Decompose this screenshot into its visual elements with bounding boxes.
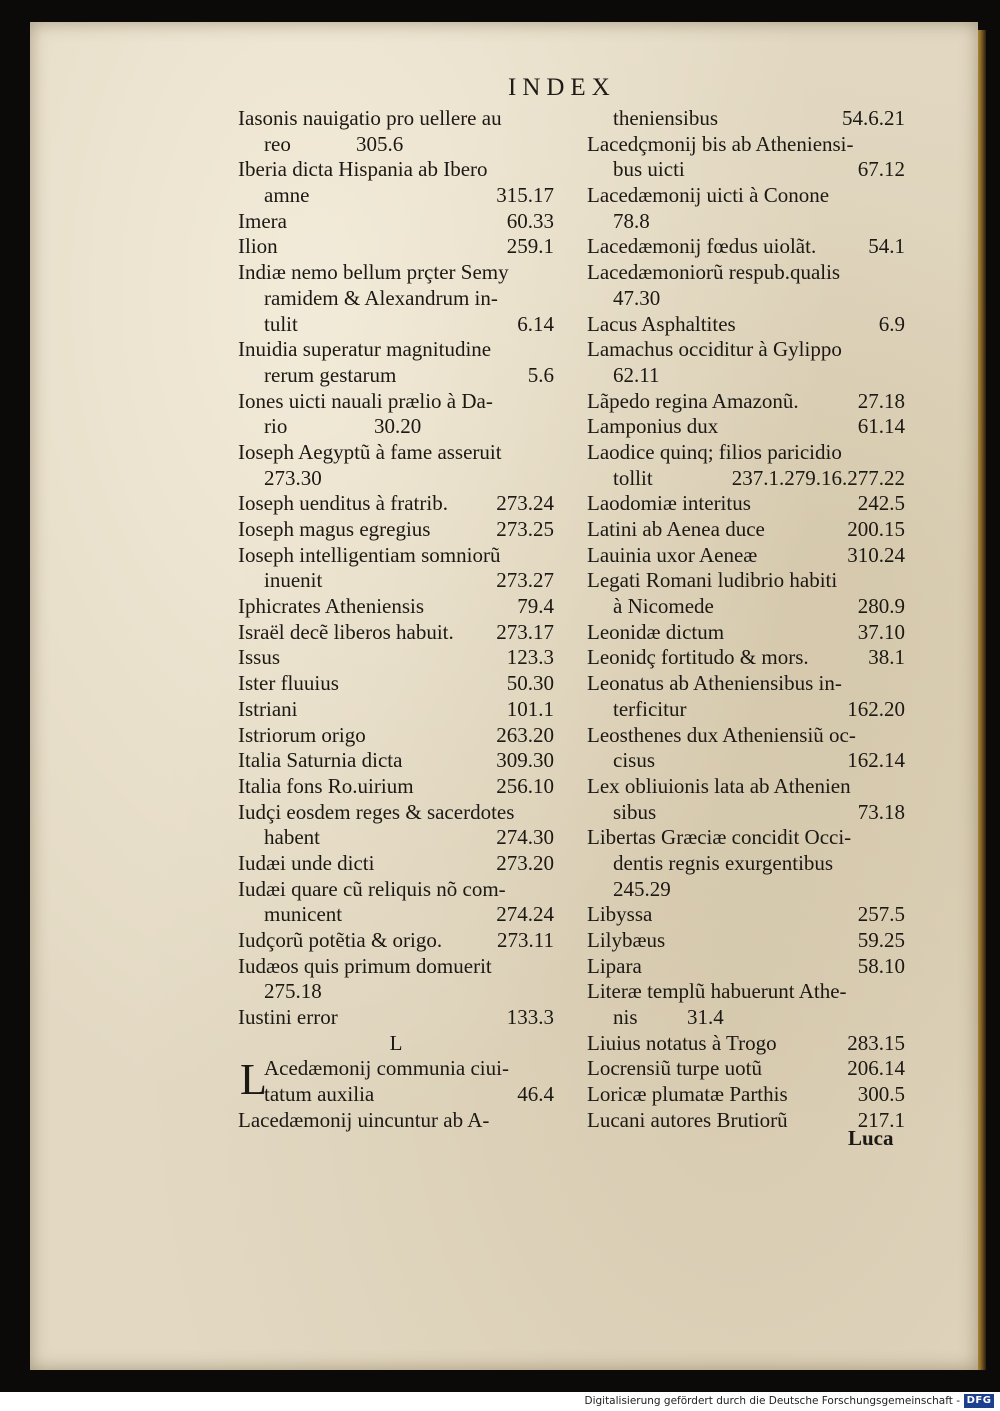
index-entry xyxy=(238,312,554,338)
entry-text: Locrensiũ turpe uotũ xyxy=(587,1056,762,1081)
index-entry xyxy=(238,979,554,1005)
index-entry xyxy=(587,337,905,363)
page-reference: 79.4 xyxy=(517,594,554,619)
index-entry xyxy=(587,568,905,594)
index-entry xyxy=(587,902,905,928)
index-entry xyxy=(238,697,554,723)
entry-text: rio xyxy=(264,414,288,439)
page-reference: 54.1 xyxy=(868,234,905,259)
index-entry xyxy=(587,260,905,286)
entry-text: cisus xyxy=(613,748,655,773)
index-entry xyxy=(587,671,905,697)
entry-text: Istriorum origo xyxy=(238,722,366,747)
entry-text: Lamachus occiditur à Gylippo xyxy=(587,337,842,362)
entry-text: Lauinia uxor Aeneæ xyxy=(587,542,758,567)
page-reference: 310.24 xyxy=(847,542,905,567)
entry-text: Ioseph uenditus à fratrib. xyxy=(238,491,448,516)
index-entry xyxy=(238,1108,554,1134)
page-reference: 273.25 xyxy=(496,517,554,541)
entry-text: Lacedæmoniorũ respub.qualis xyxy=(587,260,841,285)
index-entry xyxy=(587,132,905,158)
index-entry xyxy=(238,389,554,415)
entry-text: Iones uicti nauali prælio à Da- xyxy=(238,388,493,413)
index-entry xyxy=(238,337,554,363)
index-entry xyxy=(587,543,905,569)
page-reference: 300.5 xyxy=(857,1082,905,1107)
index-entry xyxy=(238,851,554,877)
entry-text: nis xyxy=(613,1005,638,1030)
index-entry xyxy=(587,800,905,826)
entry-text: Laodomiæ interitus xyxy=(587,491,751,516)
index-entry xyxy=(587,928,905,954)
page-reference: 257.5 xyxy=(857,902,905,927)
entry-text: Istriani xyxy=(238,696,298,721)
index-entry xyxy=(587,748,905,774)
page-reference: 273.24 xyxy=(496,491,554,516)
entry-text: Loricæ plumatæ Parthis xyxy=(587,1082,788,1107)
entry-text: Ioseph intelligentiam somniorũ xyxy=(238,542,501,567)
page-reference: 73.18 xyxy=(857,799,905,824)
entry-text: Leonidç fortitudo & mors. xyxy=(587,645,809,670)
entry-text: Libyssa xyxy=(587,902,653,927)
page-reference: 46.4 xyxy=(517,1082,554,1107)
index-entry xyxy=(238,877,554,903)
index-entry xyxy=(238,954,554,980)
index-entry xyxy=(587,517,905,543)
entry-text: bus uicti xyxy=(613,157,685,182)
index-entry xyxy=(238,800,554,826)
page-reference: 60.33 xyxy=(506,208,554,233)
entry-text: municent xyxy=(264,902,343,927)
index-entry xyxy=(238,440,554,466)
page-reference: 27.18 xyxy=(857,388,905,413)
entry-text: Ioseph magus egregius xyxy=(238,517,431,541)
index-entry xyxy=(238,825,554,851)
entry-text: Lilybæus xyxy=(587,928,666,952)
page-reference: 30.20 xyxy=(374,414,422,439)
page-reference: 37.10 xyxy=(857,619,905,644)
index-entry xyxy=(238,157,554,183)
entry-text: Lacedæmonij fœdus uiolãt. xyxy=(587,234,817,259)
page-reference: 67.12 xyxy=(857,157,905,182)
index-entry xyxy=(587,723,905,749)
page-reference: 309.30 xyxy=(496,748,554,773)
index-entry xyxy=(587,877,905,903)
entry-text: Leonidæ dictum xyxy=(587,619,725,644)
entry-text: Laodice quinq; filios paricidio xyxy=(587,439,842,464)
index-entry xyxy=(238,132,554,158)
entry-text: Liuius notatus à Trogo xyxy=(587,1030,777,1055)
dfg-logo: DFG xyxy=(964,1394,994,1408)
footer-credit: Digitalisierung gefördert durch die Deutsche Forschungsgemeinschaft - xyxy=(584,1395,960,1407)
page-reference: 61.14 xyxy=(857,414,905,439)
page-reference: 263.20 xyxy=(496,722,554,747)
page-reference: 38.1 xyxy=(868,645,905,670)
entry-text: Legati Romani ludibrio habiti xyxy=(587,568,838,593)
index-entry xyxy=(238,774,554,800)
entry-text: Lex obliuionis lata ab Athenien xyxy=(587,773,851,798)
page-reference: 50.30 xyxy=(506,671,554,696)
index-entry xyxy=(238,286,554,312)
entry-text: Iustini error xyxy=(238,1005,338,1030)
page-reference: 217.1 xyxy=(857,1107,905,1132)
index-entry xyxy=(238,645,554,671)
page-reference: 133.3 xyxy=(506,1005,554,1030)
entry-text: Iphicrates Atheniensis xyxy=(238,594,425,619)
entry-text: Lacedæmonij uincuntur ab A- xyxy=(238,1107,490,1132)
index-entry xyxy=(238,620,554,646)
entry-text: tulit xyxy=(264,311,298,336)
running-head: INDEX xyxy=(508,74,616,101)
page-reference: 305.6 xyxy=(356,131,404,156)
entry-text: sibus xyxy=(613,799,657,824)
page-reference: 200.15 xyxy=(847,517,905,541)
entry-text: 47.30 xyxy=(613,285,661,310)
index-entry xyxy=(587,594,905,620)
index-entry xyxy=(587,1005,905,1031)
entry-text: 62.11 xyxy=(613,362,660,387)
page-reference: 283.15 xyxy=(847,1030,905,1055)
entry-text: Literæ templũ habuerunt Athe- xyxy=(587,979,847,1004)
page-reference: 58.10 xyxy=(857,953,905,978)
entry-text: 273.30 xyxy=(264,465,322,490)
entry-text: Lãpedo regina Amazonũ. xyxy=(587,388,799,413)
entry-text: Issus xyxy=(238,645,281,670)
index-entry xyxy=(238,106,554,132)
index-entry xyxy=(238,414,554,440)
page-reference: 237.1.279.16.277.22 xyxy=(731,465,905,490)
entry-text: Leonatus ab Atheniensibus in- xyxy=(587,671,842,696)
page-reference: 162.20 xyxy=(847,696,905,721)
index-entry xyxy=(587,414,905,440)
index-entry xyxy=(587,851,905,877)
page-reference: 6.9 xyxy=(878,311,905,336)
index-entry xyxy=(238,748,554,774)
entry-text: Iasonis nauigatio pro uellere au xyxy=(238,106,502,130)
index-entry xyxy=(587,234,905,260)
index-entry xyxy=(587,979,905,1005)
page-reference: 273.11 xyxy=(497,928,554,952)
page-reference: 101.1 xyxy=(506,696,554,721)
index-entry xyxy=(587,491,905,517)
entry-text: Iudçorũ potẽtia & origo. xyxy=(238,928,443,952)
index-entry xyxy=(587,1082,905,1108)
page-reference: 280.9 xyxy=(857,594,905,619)
index-entry xyxy=(587,645,905,671)
index-entry xyxy=(238,183,554,209)
index-entry xyxy=(587,774,905,800)
index-entry xyxy=(238,1082,554,1108)
page-reference: 273.27 xyxy=(496,568,554,593)
index-entry xyxy=(238,723,554,749)
drop-capital: L xyxy=(240,1055,267,1105)
entry-text: reo xyxy=(264,131,291,156)
entry-text: Lipara xyxy=(587,953,642,978)
index-entry xyxy=(587,312,905,338)
page-reference: 6.14 xyxy=(517,311,554,336)
entry-text: Acedæmonij communia ciui- xyxy=(264,1056,509,1081)
page-reference: 242.5 xyxy=(857,491,905,516)
index-entry xyxy=(587,697,905,723)
index-entry xyxy=(587,825,905,851)
entry-text: tollit xyxy=(613,465,653,490)
entry-text: Latini ab Aenea duce xyxy=(587,517,765,541)
catchword: Luca xyxy=(848,1126,894,1150)
entry-text: tatum auxilia xyxy=(264,1082,375,1107)
entry-text: Iudæos quis primum domuerit xyxy=(238,953,492,978)
index-entry xyxy=(587,440,905,466)
entry-text: inuenit xyxy=(264,568,323,593)
index-entry xyxy=(238,466,554,492)
index-entry xyxy=(587,1056,905,1082)
page-reference: 162.14 xyxy=(847,748,905,773)
index-entry xyxy=(587,286,905,312)
entry-text: Ioseph Aegyptũ à fame asseruit xyxy=(238,439,502,464)
index-entry xyxy=(238,517,554,543)
index-entry xyxy=(238,491,554,517)
entry-text: Iberia dicta Hispania ab Ibero xyxy=(238,157,488,182)
entry-text: Lacedçmonij bis ab Atheniensi- xyxy=(587,131,854,156)
page-reference: 5.6 xyxy=(527,362,554,387)
entry-text: Lamponius dux xyxy=(587,414,719,439)
page-reference: 59.25 xyxy=(857,928,905,952)
entry-text: Imera xyxy=(238,208,287,233)
index-entry xyxy=(238,543,554,569)
entry-text: Indiæ nemo bellum prçter Semy xyxy=(238,260,509,285)
entry-text: terficitur xyxy=(613,696,687,721)
index-entry xyxy=(587,389,905,415)
page-reference: 256.10 xyxy=(496,773,554,798)
index-entry xyxy=(587,183,905,209)
entry-text: Leosthenes dux Atheniensiũ oc- xyxy=(587,722,856,747)
page-reference: 273.17 xyxy=(496,619,554,644)
page-reference: 31.4 xyxy=(687,1005,724,1030)
page-reference: 273.20 xyxy=(496,850,554,875)
entry-text: 78.8 xyxy=(613,208,650,233)
page-reference: 54.6.21 xyxy=(842,106,905,130)
entry-text: Iudçi eosdem reges & sacerdotes xyxy=(238,799,515,824)
entry-text: 245.29 xyxy=(613,876,671,901)
entry-text: Lucani autores Brutiorũ xyxy=(587,1107,788,1132)
index-entry xyxy=(238,671,554,697)
index-column-left xyxy=(238,106,554,1134)
entry-text: Ilion xyxy=(238,234,278,259)
entry-text: à Nicomede xyxy=(613,594,714,619)
entry-text: Lacedæmonij uicti à Conone xyxy=(587,183,830,208)
entry-text: Libertas Græciæ concidit Occi- xyxy=(587,825,852,850)
entry-text: Iudæi unde dicti xyxy=(238,850,375,875)
page-reference: 315.17 xyxy=(496,183,554,208)
index-entry xyxy=(238,1005,554,1031)
entry-text: rerum gestarum xyxy=(264,362,397,387)
page-reference: 206.14 xyxy=(847,1056,905,1081)
entry-text: Lacus Asphaltites xyxy=(587,311,736,336)
index-entry xyxy=(587,1031,905,1057)
index-entry xyxy=(238,902,554,928)
index-entry xyxy=(587,209,905,235)
page-reference: 259.1 xyxy=(506,234,554,259)
entry-text: Inuidia superatur magnitudine xyxy=(238,337,492,362)
entry-text: Italia Saturnia dicta xyxy=(238,748,403,773)
entry-text: ramidem & Alexandrum in- xyxy=(264,285,498,310)
index-entry xyxy=(238,363,554,389)
entry-text: 275.18 xyxy=(264,979,322,1004)
index-entry xyxy=(238,594,554,620)
section-letter: L xyxy=(389,1030,403,1055)
page-reference: 274.30 xyxy=(496,825,554,850)
entry-text: amne xyxy=(264,183,310,208)
entry-text: Italia fons Ro.uirium xyxy=(238,773,414,798)
entry-text: Iudæi quare cũ reliquis nõ com- xyxy=(238,876,506,901)
index-entry xyxy=(238,209,554,235)
index-entry xyxy=(587,466,905,492)
index-entry xyxy=(587,106,905,132)
page-reference: 274.24 xyxy=(496,902,554,927)
index-entry xyxy=(238,568,554,594)
index-entry xyxy=(238,260,554,286)
index-entry xyxy=(587,157,905,183)
entry-text: Israël decẽ liberos habuit. xyxy=(238,619,454,644)
index-column-right xyxy=(587,106,905,1134)
index-entry xyxy=(587,363,905,389)
entry-text: habent xyxy=(264,825,320,850)
index-entry xyxy=(238,928,554,954)
entry-text: dentis regnis exurgentibus xyxy=(613,850,834,875)
index-entry xyxy=(238,234,554,260)
entry-text: Ister fluuius xyxy=(238,671,339,696)
index-entry xyxy=(587,620,905,646)
index-entry xyxy=(587,954,905,980)
page-reference: 123.3 xyxy=(506,645,554,670)
entry-text: theniensibus xyxy=(613,106,718,130)
